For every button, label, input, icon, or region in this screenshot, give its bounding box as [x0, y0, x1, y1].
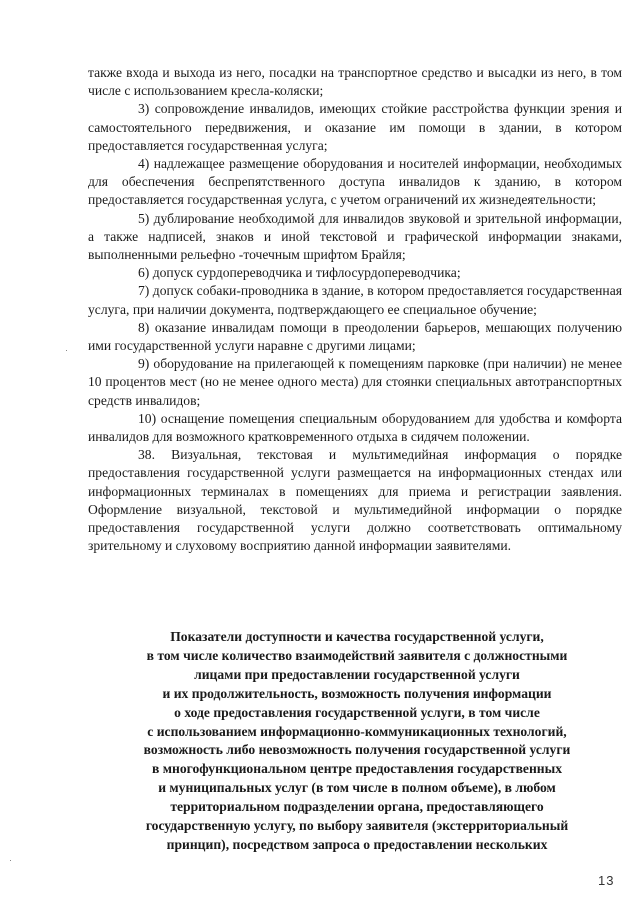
paragraph-item-5: 5) дублирование необходимой для инвалидов звуковой и зрительной информации, а также надписей, знаков и иной текстовой и графической информации знаками, выполненными рельефно -точечным шрифтом Брайля; [88, 210, 622, 263]
heading-line: о ходе предоставления государственной услуги, в том числе [174, 704, 540, 720]
paragraph-38: 38. Визуальная, текстовая и мультимедийная информация о порядке предоставления государственной услуги размещается на информационных стендах или информационных терминалах в помещениях для приема и регистрации заявления. Оформление визуальной, текстовой и мультимедийной информации о порядке предоставления государственной услуги должно соответствовать оптимальному зрительному и слуховому восприятию данной информации заявителями. [88, 447, 622, 554]
paragraph-item-7: 7) допуск собаки-проводника в здание, в котором предоставляется государственная услуга, при наличии документа, подтверждающего ее специальное обучение; [88, 283, 622, 317]
heading-line: лицами при предоставлении государственной услуги [194, 666, 520, 682]
paragraph-continuation: также входа и выхода из него, посадки на транспортное средство и высадки из него, в том числе с использованием кресла-коляски; [88, 65, 622, 99]
heading-line: возможность либо невозможность получения государственной услуги [143, 742, 571, 758]
paragraph-item-3: 3) сопровождение инвалидов, имеющих стойкие расстройства функции зрения и самостоятельного передвижения, и оказание им помощи в здании, в котором предоставляется государственная услуга; [88, 101, 622, 153]
body-text [88, 64, 622, 555]
scan-speck [66, 350, 67, 351]
heading-line: и муниципальных услуг (в том числе в полном объеме), в любом [158, 780, 556, 796]
section-heading [92, 628, 622, 855]
paragraph-item-6: 6) допуск сурдопереводчика и тифлосурдопереводчика; [138, 265, 461, 281]
heading-line: государственную услугу, по выбору заявителя (экстерриториальный [145, 818, 569, 834]
scan-speck [10, 860, 11, 861]
heading-line: принцип), посредством запроса о предоставлении нескольких [166, 836, 548, 852]
heading-line: и их продолжительность, возможность получения информации [162, 685, 552, 701]
heading-line: территориальном подразделении органа, предоставляющего [170, 799, 544, 815]
heading-line: в многофункциональном центре предоставления государственных [151, 761, 563, 777]
paragraph-item-10: 10) оснащение помещения специальным оборудованием для удобства и комфорта инвалидов для возможного кратковременного отдыха в сидячем положении. [88, 410, 622, 445]
heading-line: с использованием информационно-коммуникационных технологий, [147, 723, 567, 739]
heading-line: в том числе количество взаимодействий заявителя с должностными [146, 647, 568, 663]
paragraph-item-4: 4) надлежащее размещение оборудования и носителей информации, необходимых для обеспечения беспрепятственного доступа инвалидов к зданию, в котором предоставляется государственная услуга, с учетом ограничений их жизнедеятельности; [88, 156, 622, 208]
paragraph-item-8: 8) оказание инвалидам помощи в преодолении барьеров, мешающих получению ими государственной услуги наравне с другими лицами; [88, 319, 622, 354]
heading-line: Показатели доступности и качества государственной услуги, [170, 629, 544, 644]
page-number: 13 [598, 873, 615, 888]
paragraph-item-9: 9) оборудование на прилегающей к помещениям парковке (при наличии) не менее 10 процентов мест (но не менее одного места) для стоянки специальных автотранспортных средств инвалидов; [88, 356, 622, 408]
